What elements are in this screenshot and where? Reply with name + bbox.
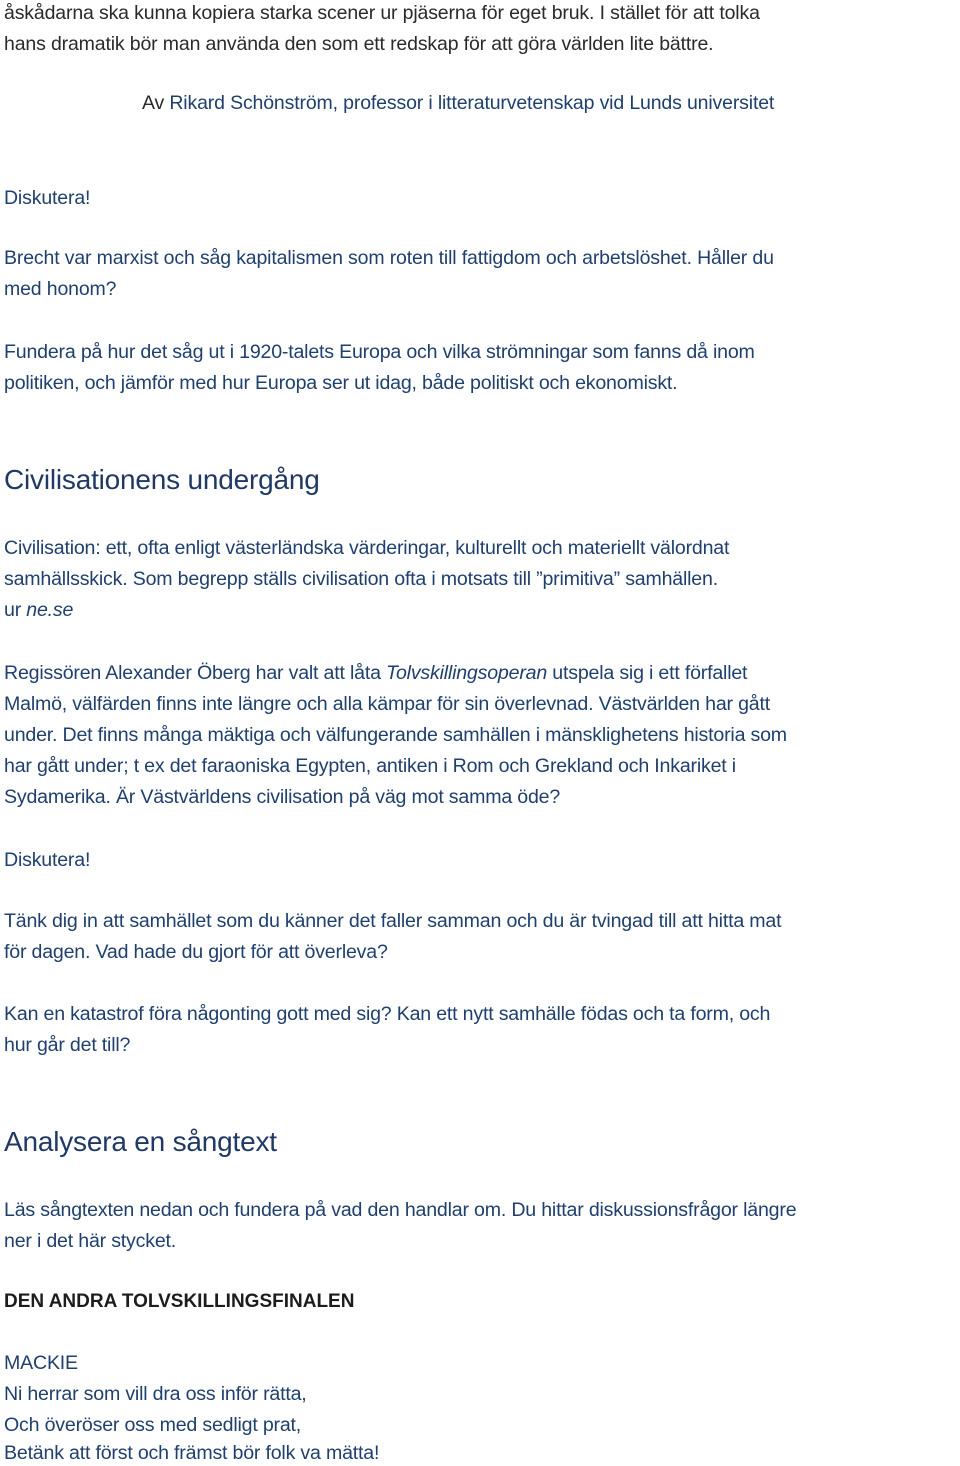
paragraph-line: Läs sångtexten nedan och fundera på vad den handlar om. Du hittar diskussionsfrågor längre — [4, 1199, 797, 1221]
paragraph-line: ner i det här stycket. — [4, 1230, 177, 1252]
intro-line: åskådarna ska kunna kopiera starka scener ur pjäserna för eget bruk. I stället för att tolka — [4, 2, 760, 24]
paragraph-line: Malmö, välfärden finns inte längre och alla kämpar för sin överlevnad. Västvärlden har gått — [4, 693, 770, 715]
section-heading: Civilisationens undergång — [4, 464, 320, 495]
question-line: för dagen. Vad hade du gjort för att överleva? — [4, 941, 388, 963]
lyric-line: Och överöser oss med sedligt prat, — [4, 1414, 302, 1436]
discuss-heading: Diskutera! — [4, 849, 91, 871]
paragraph-text: utspela sig i ett förfallet — [547, 662, 748, 684]
question-line: hur går det till? — [4, 1034, 131, 1056]
paragraph-line — [4, 660, 747, 686]
definition-text: Som begrepp ställs civilisation ofta i motsats till ”primitiva” samhällen. — [127, 568, 718, 590]
byline-author: Rikard Schönström, professor i litteraturvetenskap vid Lunds universitet — [169, 92, 775, 114]
definition-line: Civilisation: ett, ofta enligt västerländska värderingar, kulturellt och materiellt välordnat — [4, 537, 730, 559]
song-title: DEN ANDRA TOLVSKILLINGSFINALEN — [4, 1291, 355, 1312]
byline — [142, 90, 774, 116]
section-heading: Analysera en sångtext — [4, 1126, 277, 1157]
question-line: med honom? — [4, 278, 117, 300]
source-prefix: ur — [4, 599, 27, 621]
play-title: Tolvskillingsoperan — [386, 662, 548, 684]
question-line: Tänk dig in att samhället som du känner det faller samman och du är tvingad till att hitta mat — [4, 910, 782, 932]
paragraph-text: , antiken i Rom och Grekland och Inkariket i — [365, 755, 736, 777]
paragraph-text: har gått under; t ex — [4, 755, 170, 777]
paragraph-text: Det finns många mäktiga och välfungerande samhällen i mänsklighetens historia som — [57, 724, 787, 746]
song-speaker: MACKIE — [4, 1352, 78, 1374]
intro-line: hans dramatik bör man använda den som ett redskap för att göra världen lite bättre. — [4, 33, 714, 55]
discuss-heading: Diskutera! — [4, 187, 91, 209]
question-line: politiken, och jämför med hur Europa ser ut idag, både politiskt och ekonomiskt. — [4, 372, 678, 394]
source-line — [4, 597, 73, 623]
lyric-line: Betänk att först och främst bör folk va mätta! — [4, 1442, 380, 1464]
definition-line — [4, 566, 718, 592]
paragraph-text: Regissören Alexander Öberg har valt att låta — [4, 662, 387, 684]
paragraph-line — [4, 753, 736, 779]
definition-text: samhällsskick. — [4, 568, 128, 590]
lyric-line: Ni herrar som vill dra oss inför rätta, — [4, 1383, 307, 1405]
byline-prefix: Av — [142, 92, 170, 114]
paragraph-line — [4, 722, 787, 748]
source-link[interactable]: ne.se — [26, 599, 74, 621]
question-line: Kan en katastrof föra någonting gott med sig? Kan ett nytt samhälle födas och ta form, och — [4, 1003, 771, 1025]
question-line: Brecht var marxist och såg kapitalismen som roten till fattigdom och arbetslöshet. Håller du — [4, 247, 774, 269]
question-line: Fundera på hur det såg ut i 1920-talets Europa och vilka strömningar som fanns då inom — [4, 341, 755, 363]
paragraph-line: Sydamerika. Är Västvärldens civilisation på väg mot samma öde? — [4, 786, 561, 808]
paragraph-text: under. — [4, 724, 58, 746]
egypt-link[interactable]: det faraoniska Egypten — [169, 755, 366, 777]
